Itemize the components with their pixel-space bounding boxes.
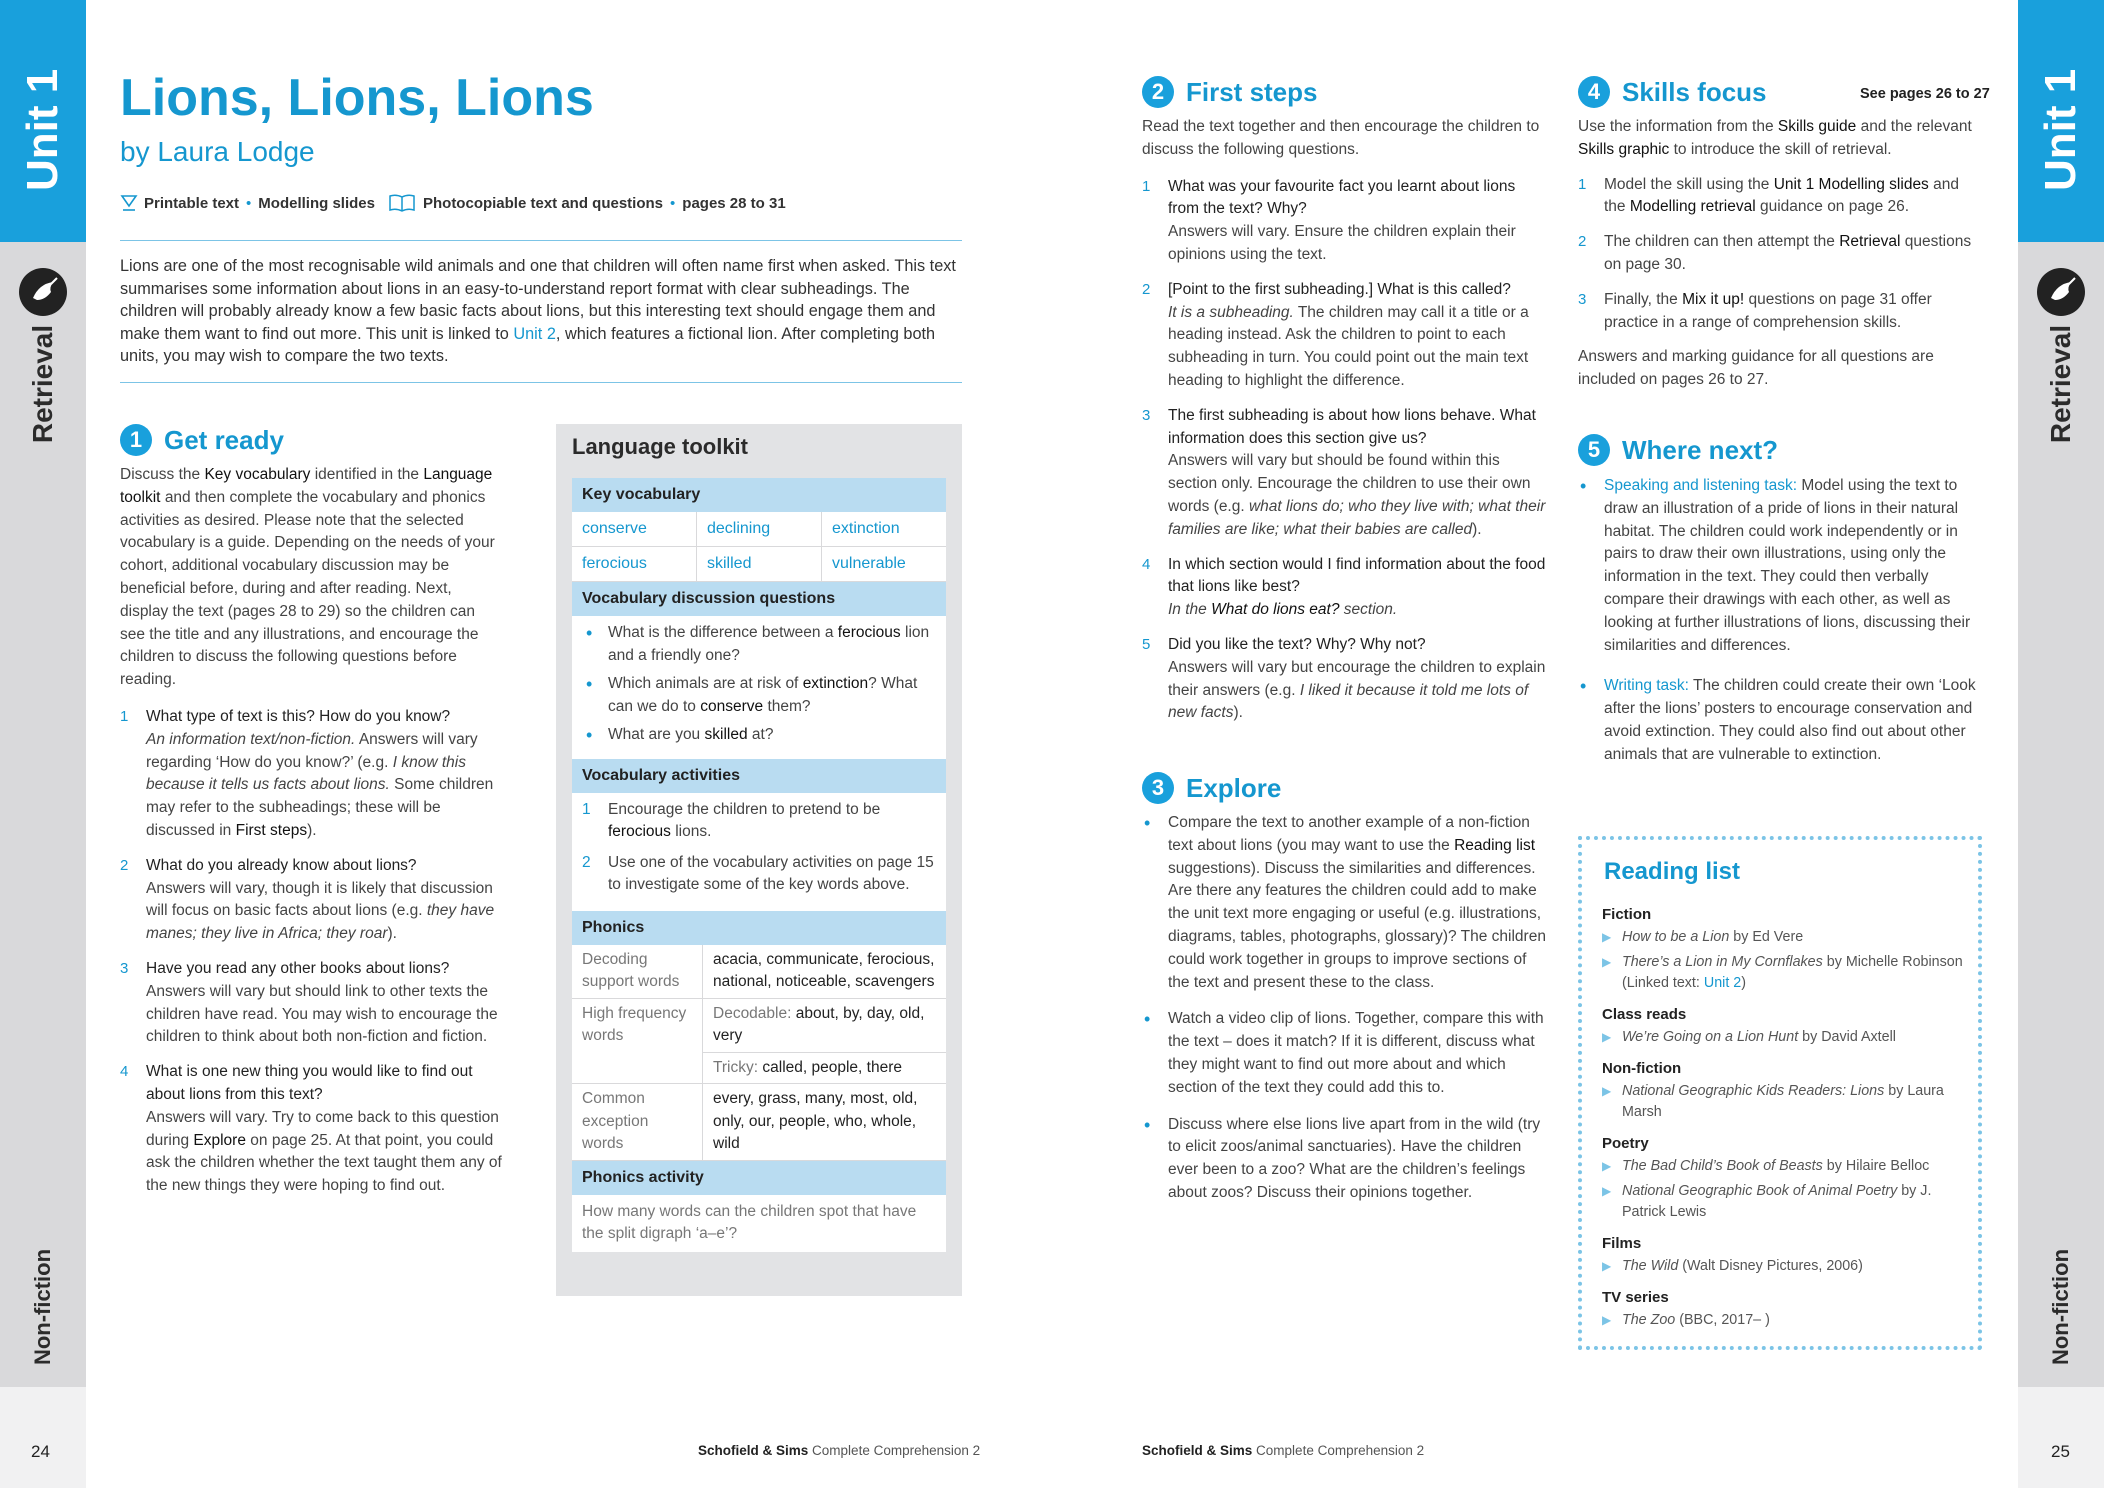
- reading-item: ▶ The Bad Child’s Book of Beasts by Hilaire Belloc: [1602, 1156, 1972, 1177]
- skills-body: Use the information from the Skills guide and the relevant Skills graphic to introduce the skill of retrieval. 1 Model the skill using the Unit 1 Modelling slides and the Modelling retrieval guidance on page 26. 2 The children can then attempt the Retrieval questions on page 30. 3 Finally, the Mix it up! questions on page 31 offer practice in a range of comprehension skills. Answers and marking guidance for all questions are included on pages 26 to 27.: [1578, 118, 1972, 389]
- vocab-word: declining: [697, 512, 822, 546]
- strand-label: Retrieval: [2045, 324, 2076, 444]
- activities-list: 1 Encourage the children to pretend to be ferocious lions. 2 Use one of the vocabulary activities on page 15 to investigate some of the key words above.: [572, 793, 946, 911]
- unit-2-link[interactable]: Unit 2: [513, 324, 556, 343]
- page-number: 25: [2051, 1442, 2070, 1461]
- discussion-list: • What is the difference between a ferocious lion and a friendly one? • Which animals are at risk of extinction? What can we do to conserve them? • What are you skilled at?: [572, 616, 946, 759]
- vocab-word: ferocious: [572, 547, 697, 581]
- reading-item: ▶ We’re Going on a Lion Hunt by David Axtell: [1602, 1027, 1972, 1048]
- first-steps-body: Read the text together and then encourage the children to discuss the following questions. 1 What was your favourite fact you learnt about lions from the text? Why? Answers will vary. Ensure the children explain their opinions using the text. 2 [Point to the first subheading.] What is this called? It is a subheading. The children may call it a title or a heading instead. Ask the children to point to each subheading in turn. You could point out the main text heading to highlight the difference. 3 The first subheading is about how lions behave. What information does this section give us? Answers will vary but should be found within this section only. Encourage the children to use their own words (e.g. what lions do; who they live with; what their families are like; what their babies are called). 4 In which section would I find information about the food that lions like best? In the What do lions eat? section. 5 Did you like the text? Why? Why not? Answers will vary but encourage the children to explain their answers (e.g. I liked it because it told me lots of new facts).: [1142, 116, 1550, 737]
- phonics-row: Common exception words every, grass, many, most, old, only, our, people, who, whole, wild: [572, 1084, 946, 1161]
- question-item: 1 What was your favourite fact you learnt about lions from the text? Why? Answers will vary. Ensure the children explain their opinions using the text.: [1142, 177, 1516, 263]
- get-ready-heading: 1 Get ready: [120, 424, 284, 456]
- right-side-tab: [2018, 0, 2104, 1488]
- question-item: 3 Have you read any other books about lions? Answers will vary but should link to other texts the children have read. You may wish to encourage the children to think about both non-fiction and fiction.: [120, 959, 498, 1046]
- question-item: 4 What is one new thing you would like to find out about lions from this text? Answers will vary. Try to come back to this question during Explore on page 25. At that point, you could ask the children whether the text taught them any of the new things they were hoping to find out.: [120, 1063, 502, 1195]
- explore-heading: 3 Explore: [1142, 772, 1281, 804]
- where-next-heading: 5 Where next?: [1578, 434, 1778, 466]
- resources-line: Printable text • Modelling slides Photocopiable text and questions • pages 28 to 31: [120, 194, 786, 212]
- get-ready-body: Discuss the Key vocabulary identified in the Language toolkit and then complete the vocabulary and phonics activities as desired. Please note that the selected vocabulary is a guide. Depending on the needs of your cohort, additional vocabulary discussion may be beneficial before, during and after reading. Next, display the text (pages 28 to 29) so the children can see the title and any illustrations, and encourage the children to discuss the following questions before reading. 1 What type of text is this? How do you know? An information text/non-fiction. Answers will vary regarding ‘How do you know?’ (e.g. I know this because it tells us facts about lions. Some children may refer to the subheadings; these will be discussed in First steps). 2 What do you already know about lions? Answers will vary, though it is likely that discussion will focus on basic facts about lions (e.g. they have manes; they live in Africa; they roar). 3 Have you read any other books about lions? Answers will vary but should link to other texts the children have read. You may wish to encourage the children to think about both non-fiction and fiction. 4 What is one new thing you would like to find out about lions from this text? Answers will vary. Try to come back to this question during Explore on page 25. At that point, you could ask the children whether the text taught them any of the new things they were hoping to find out.: [120, 464, 502, 1210]
- left-side-tab: [0, 0, 86, 1488]
- vocab-row: [572, 512, 946, 547]
- genre-label: Non-fiction: [2048, 1248, 2073, 1366]
- page-title: Lions, Lions, Lions: [120, 69, 594, 127]
- vocab-word: skilled: [697, 547, 822, 581]
- reading-list: Reading list Fiction ▶ How to be a Lion by Ed Vere ▶ There’s a Lion in My Cornflakes by Michelle Robinson (Linked text: Unit 2) Class reads ▶ We’re Going on a Lion Hunt by David Axtell Non-fiction ▶ National Geographic Kids Readers: Lions by Laura Marsh Poetry ▶ The Bad Child’s Book of Beasts by Hilaire Belloc ▶ National Geographic Book of Animal Poetry by J. Patrick Lewis Films ▶ The Wild (Walt Disney Pictures, 2006) TV series ▶ The Zoo (BBC, 2017– ): [1578, 836, 1982, 1350]
- activities-heading: Vocabulary activities: [572, 759, 946, 793]
- vocab-word: vulnerable: [832, 555, 906, 572]
- question-item: 2 What do you already know about lions? Answers will vary, though it is likely that discussion will focus on basic facts about lions (e.g. they have manes; they live in Africa; they roar).: [120, 856, 495, 943]
- reading-item: ▶ National Geographic Kids Readers: Lions by Laura Marsh: [1602, 1081, 1972, 1123]
- footer-right: Schofield & Sims Complete Comprehension 2: [1142, 1443, 1425, 1458]
- book-icon: [389, 194, 415, 212]
- key-vocabulary-heading: Key vocabulary: [572, 478, 946, 512]
- genre-label: Non-fiction: [30, 1248, 55, 1366]
- author: by Laura Lodge: [120, 136, 315, 167]
- question-item: 1 What type of text is this? How do you know? An information text/non-fiction. Answers will vary regarding ‘How do you know?’ (e.g. I know this because it tells us facts about lions. Some children may refer to the subheadings; these will be discussed in First steps).: [120, 707, 494, 839]
- unit-label: Unit 1: [18, 68, 67, 191]
- skills-focus-heading: 4 Skills focus: [1578, 76, 1767, 108]
- reading-item: ▶ The Zoo (BBC, 2017– ): [1602, 1310, 1972, 1331]
- reading-item: ▶ How to be a Lion by Ed Vere: [1602, 927, 1972, 948]
- first-steps-heading: 2 First steps: [1142, 76, 1318, 108]
- reading-list-title: Reading list: [1604, 858, 1741, 885]
- phonics-row: Decoding support words acacia, communicate, ferocious, national, noticeable, scavengers: [572, 945, 946, 999]
- question-item: 4 In which section would I find information about the food that lions like best? In the What do lions eat? section.: [1142, 555, 1546, 619]
- footer-left: Schofield & Sims Complete Comprehension 2: [698, 1443, 981, 1458]
- reading-item: ▶ The Wild (Walt Disney Pictures, 2006): [1602, 1256, 1972, 1277]
- retrieval-bird-icon: [19, 268, 67, 316]
- reading-item: ▶ There’s a Lion in My Cornflakes by Michelle Robinson (Linked text: Unit 2): [1602, 952, 1972, 994]
- discussion-heading: Vocabulary discussion questions: [572, 582, 946, 616]
- phonics-row: High frequency words Decodable: about, by, day, old, very Tricky: called, people, there: [572, 999, 946, 1085]
- reading-item: ▶ National Geographic Book of Animal Poetry by J. Patrick Lewis: [1602, 1181, 1972, 1223]
- question-item: 2 [Point to the first subheading.] What is this called? It is a subheading. The children may call it a title or a heading instead. Ask the children to point to each subheading in turn. You could point out the main text heading to highlight the difference.: [1142, 280, 1529, 389]
- where-next-body: • Speaking and listening task: Model using the text to draw an illustration of a pride of lions in their natural habitat. The children could work independently or in pairs to draw their own illustrations, using only the information in the text. They could then verbally compare their drawings with each other, as well as looking at further illustrations of lions, discussing their similarities and differences. • Writing task: The children could create their own ‘Look after the lions’ posters to encourage conservation and avoid extinction. They could also find out about other animals that are vulnerable to extinction.: [1578, 475, 1982, 781]
- see-pages: See pages 26 to 27: [1860, 86, 1990, 102]
- question-item: 5 Did you like the text? Why? Why not? Answers will vary but encourage the children to explain their answers (e.g. I liked it because it told me lots of new facts).: [1142, 635, 1546, 722]
- phonics-heading: Phonics: [572, 911, 946, 945]
- unit-label: Unit 1: [2036, 68, 2085, 191]
- page-number: 24: [31, 1442, 50, 1461]
- question-item: 3 The first subheading is about how lions behave. What information does this section give us? Answers will vary but should be found within this section only. Encourage the children to use their own words (e.g. what lions do; who they live with; what their families are like; what their babies are called).: [1142, 406, 1546, 538]
- explore-body: • Compare the text to another example of a non-fiction text about lions (you may want to use the Reading list suggestions). Discuss the similarities and differences. Are there any features the children could add to make the unit text more engaging or useful (e.g. illustrations, diagrams, tables, photographs, glossary)? The children could work together in groups to improve sections of the text and present these to the class. • Watch a video clip of lions. Together, compare this with the text – does it match? If it is different, discuss what they might want to find out more about and which section of the text they could add this to. • Discuss where else lions live apart from in the wild (try to elicit zoos/animal sanctuaries). Have the children ever been to a zoo? What are the children’s feelings about zoos? Discuss their opinions together.: [1142, 812, 1550, 1219]
- printable-icon: [120, 194, 138, 212]
- vocab-word: extinction: [832, 520, 900, 537]
- retrieval-bird-icon: [2037, 268, 2085, 316]
- strand-label: Retrieval: [27, 324, 58, 444]
- language-toolkit: [556, 424, 962, 1296]
- phonics-activity-heading: Phonics activity: [572, 1161, 946, 1195]
- vocab-word: conserve: [572, 512, 697, 546]
- vocab-row: [572, 547, 946, 582]
- intro-paragraph: Lions are one of the most recognisable wild animals and one that children will often name first when asked. This text summarises some information about lions in an easy-to-understand report format with clear subheadings. The children will probably already know a few basic facts about lions, but this interesting text should engage them and make them want to find out more. This unit is linked to Unit 2, which features a fictional lion. After completing both units, you may wish to compare the two texts.: [120, 257, 956, 365]
- toolkit-title: Language toolkit: [572, 434, 748, 459]
- phonics-activity: How many words can the children spot that have the split digraph ‘a–e’?: [572, 1195, 946, 1252]
